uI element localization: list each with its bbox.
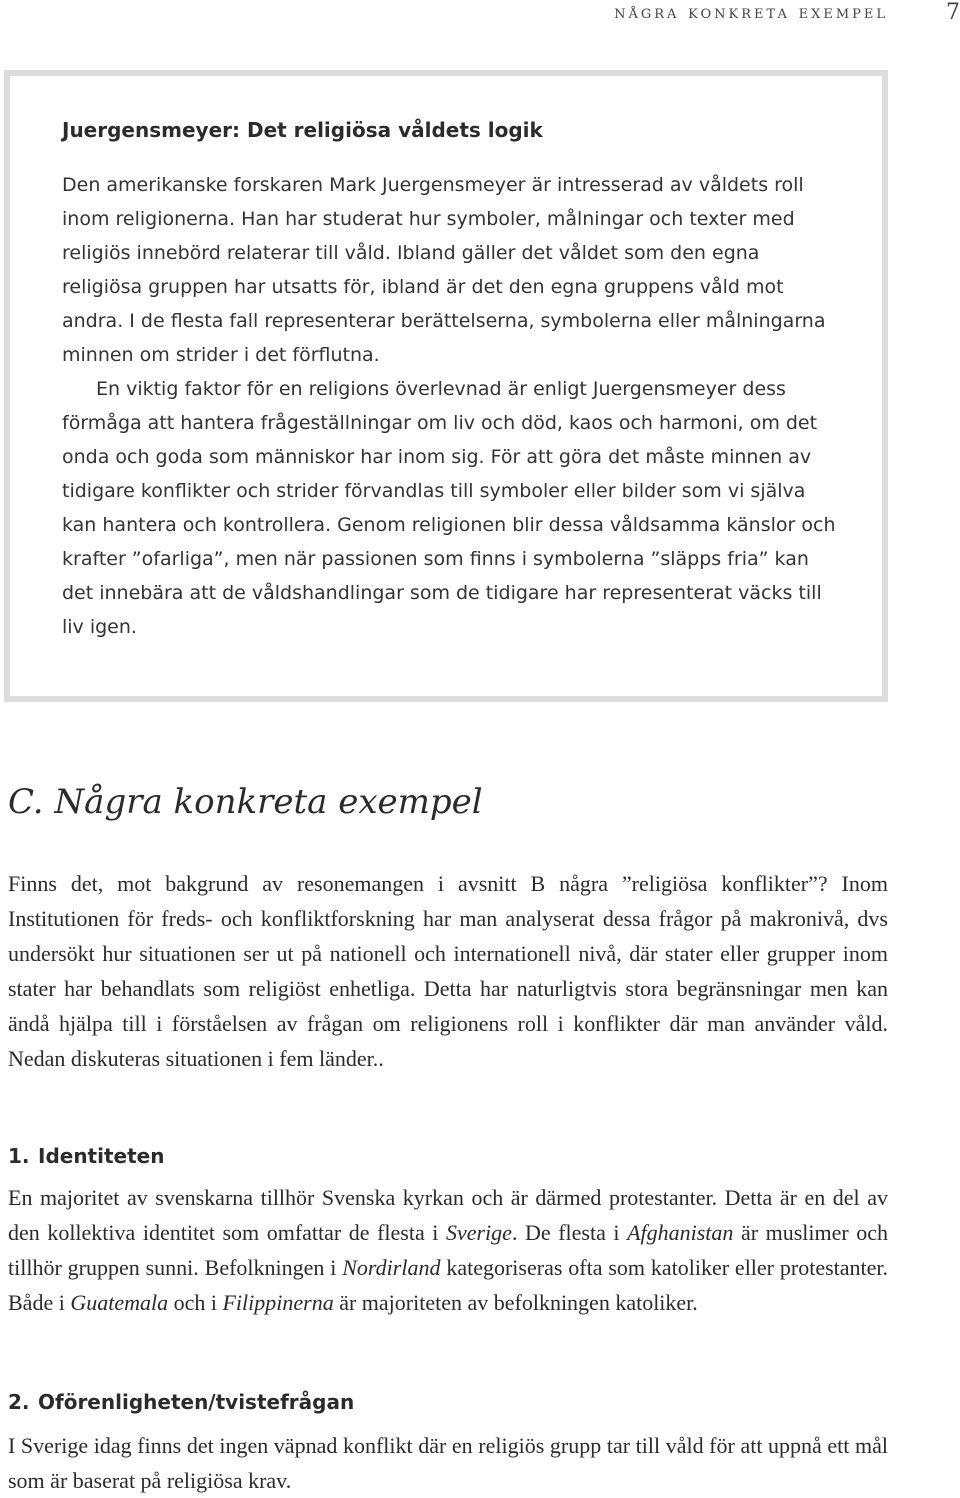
country-name: Filippinerna — [222, 1290, 334, 1315]
box-paragraph: En viktig faktor för en religions överlevnad är enligt Juergensmeyer dess förmåga att hantera frågeställningar om liv och död, kaos och harmoni, om det onda och goda som människor har inom sig. För att göra det måste minnen av tidigare konflikter och strider förvandlas till symboler eller bilder som vi själva kan hantera och kontrollera. Genom religionen blir dessa våldsamma känslor och krafter ”ofarliga”, men när passionen som finns i symbolerna ”släpps fria” kan det innebära att de våldshandlingar som de tidigare har representerat väcks till liv igen. — [62, 378, 836, 638]
subsection-heading-1 — [8, 1144, 164, 1168]
country-name: Guatemala — [70, 1290, 169, 1315]
subsection-label: Oförenligheten/tvistefrågan — [38, 1390, 355, 1414]
country-name: Nordirland — [342, 1255, 441, 1280]
subsection-paragraph-1: En majoritet av svenskarna tillhör Svenska kyrkan och är därmed protestanter. Detta är en del av den kollektiva identitet som omfattar de flesta i Sverige. De flesta i Afghanistan är muslimer och tillhör gruppen sunni. Befolkningen i Nordirland kategoriseras ofta som katoliker eller protestanter. Både i Guatemala och i Filippinerna är majoriteten av befolkningen katoliker. — [8, 1185, 889, 1315]
section-title: C. Några konkreta exempel — [8, 782, 483, 822]
subsection-label: Identiteten — [38, 1144, 165, 1168]
box-body — [62, 168, 842, 644]
subsection-number: 1. — [8, 1144, 30, 1168]
subsection-number: 2. — [8, 1390, 30, 1414]
info-box — [4, 70, 888, 702]
box-title: Juergensmeyer: Det religiösa våldets logik — [62, 118, 543, 142]
section-intro: Finns det, mot bakgrund av resonemangen i avsnitt B några ”religiösa konflikter”? Inom Institutionen för freds- och konfliktforskning har man analyserat dessa frågor på makronivå, dvs undersökt hur situationen ser ut på nationell och internationell nivå, där stater eller grupper inom stater har behandlats som religiöst enhetliga. Detta har naturligtvis stora begränsningar men kan ändå hjälpa till i förståelsen av frågan om religionens roll i konflikter där man använder våld. Nedan diskuteras situationen i fem länder.. — [8, 871, 888, 1071]
country-name: Sverige — [445, 1220, 512, 1245]
subsection-heading-2 — [8, 1390, 354, 1414]
page-number: 7 — [946, 0, 960, 25]
subsection-paragraph-2: I Sverige idag finns det ingen väpnad konflikt där en religiös grupp tar till våld för att uppnå ett mål som är baserat på religiösa krav. — [8, 1433, 888, 1493]
country-name: Afghanistan — [627, 1220, 734, 1245]
running-head: några konkreta exempel — [614, 2, 888, 23]
box-paragraph: Den amerikanske forskaren Mark Juergensmeyer är intresserad av våldets roll inom religionerna. Han har studerat hur symboler, målningar och texter med religiös innebörd relaterar till våld. Ibland gäller det våldet som den egna religiösa gruppen har utsatts för, ibland är det den egna gruppens våld mot andra. I de flesta fall representerar berättelserna, symbolerna eller målningarna minnen om strider i det förflutna. — [62, 174, 826, 366]
